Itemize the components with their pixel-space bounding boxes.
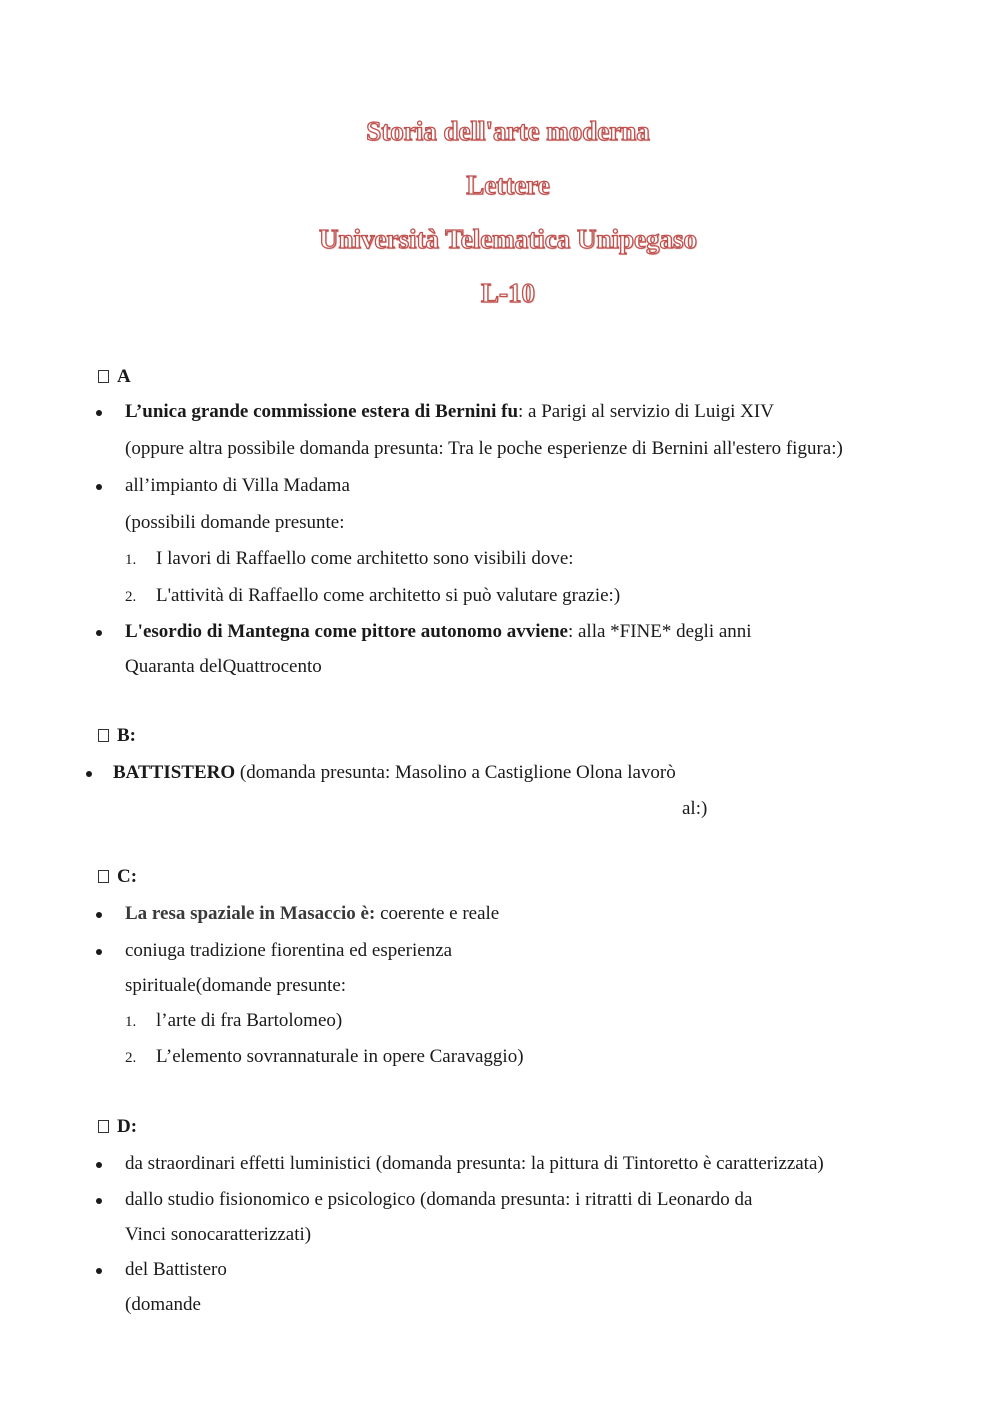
section-c-heading: C:: [98, 865, 137, 889]
list-number: 1.: [125, 1014, 137, 1030]
bullet-icon: [96, 1268, 102, 1274]
checkbox-icon: [98, 729, 109, 742]
title-line-university: Università Telematica Unipegaso: [319, 224, 697, 254]
section-a-heading: A: [98, 365, 131, 389]
sub-list-item: L'attività di Raffaello come architetto si può valutare grazie:): [156, 585, 621, 606]
bullet-icon: [96, 1198, 102, 1204]
list-item: La resa spaziale in Masaccio è: coerente e reale: [125, 903, 500, 924]
checkbox-icon: [98, 370, 109, 383]
list-item-note: (oppure altra possibile domanda presunta: Tra le poche esperienze di Bernini all'estero figura:): [125, 438, 843, 459]
bullet-icon: [96, 410, 102, 416]
list-item-continuation: spirituale(domande presunte:: [125, 975, 347, 996]
list-item: del Battistero: [125, 1259, 227, 1280]
list-item-continuation: al:): [682, 798, 708, 819]
checkbox-icon: [98, 1120, 109, 1133]
section-b-heading: B:: [98, 724, 136, 748]
list-number: 2.: [125, 589, 137, 605]
list-item: BATTISTERO (domanda presunta: Masolino a Castiglione Olona lavorò: [113, 762, 676, 783]
list-number: 1.: [125, 552, 137, 568]
list-item: L’unica grande commissione estera di Bernini fu: a Parigi al servizio di Luigi XIV: [125, 401, 774, 422]
list-item: dallo studio fisionomico e psicologico (domanda presunta: i ritratti di Leonardo da: [125, 1189, 753, 1210]
list-item: all’impianto di Villa Madama: [125, 475, 350, 496]
bullet-icon: [96, 1162, 102, 1168]
list-item-continuation: Quaranta delQuattrocento: [125, 656, 322, 677]
sub-list-item: l’arte di fra Bartolomeo): [156, 1010, 343, 1031]
list-item-note: (possibili domande presunte:: [125, 512, 345, 533]
title-line-class: L-10: [481, 278, 535, 308]
sub-list-item: I lavori di Raffaello come architetto sono visibili dove:: [156, 548, 574, 569]
bullet-icon: [96, 949, 102, 955]
list-item: coniuga tradizione fiorentina ed esperienza: [125, 940, 453, 961]
bullet-icon: [86, 771, 92, 777]
checkbox-icon: [98, 870, 109, 883]
title-line-faculty: Lettere: [466, 170, 550, 200]
list-item: da straordinari effetti luministici (domanda presunta: la pittura di Tintoretto è caratterizzata): [125, 1153, 824, 1174]
list-number: 2.: [125, 1050, 137, 1066]
bullet-icon: [96, 630, 102, 636]
bullet-icon: [96, 484, 102, 490]
section-d-heading: D:: [98, 1115, 137, 1139]
bullet-icon: [96, 912, 102, 918]
sub-list-item: L’elemento sovrannaturale in opere Caravaggio): [156, 1046, 524, 1067]
list-item-continuation: Vinci sonocaratterizzati): [125, 1224, 312, 1245]
list-item: L'esordio di Mantegna come pittore autonomo avviene: alla *FINE* degli anni: [125, 621, 752, 642]
list-item-continuation: (domande: [125, 1294, 201, 1315]
title-line-course: Storia dell'arte moderna: [366, 116, 650, 146]
